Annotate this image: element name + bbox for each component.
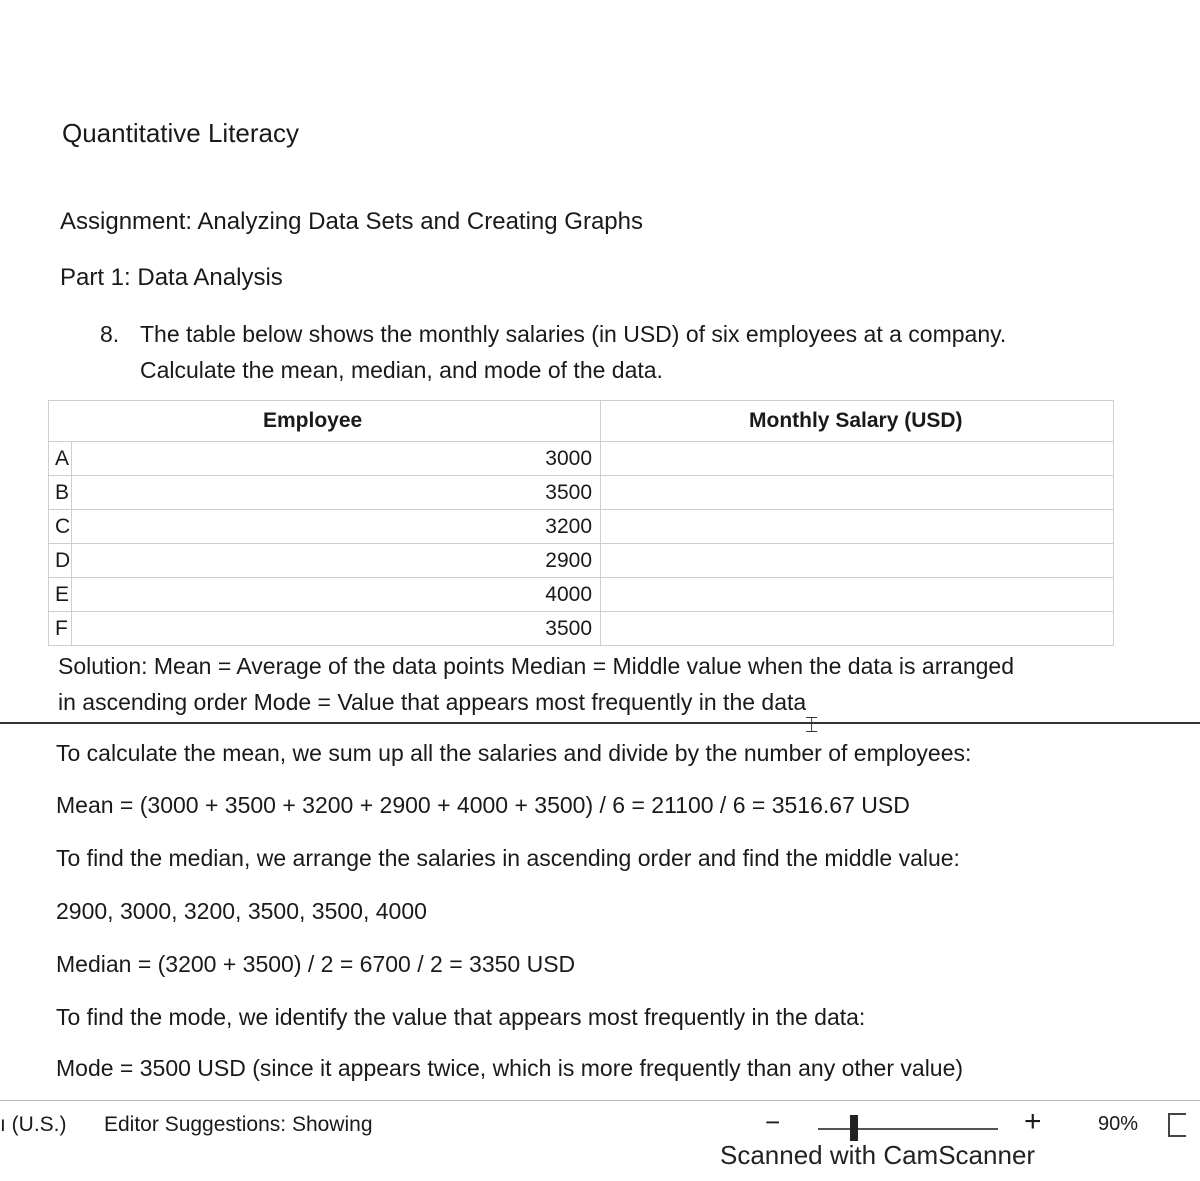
salary-cell: 3500: [72, 476, 601, 510]
salary-cell: 2900: [72, 544, 601, 578]
table-row: [49, 544, 1114, 578]
empty-cell: [601, 476, 1114, 510]
camscanner-watermark: Scanned with CamScanner: [720, 1140, 1036, 1170]
employee-cell: C: [49, 510, 72, 544]
median-intro: To find the median, we arrange the salaries in ascending order and find the middle value:: [56, 845, 960, 871]
salary-cell: 4000: [72, 578, 601, 612]
question-line-1: The table below shows the monthly salaries (in USD) of six employees at a company.: [140, 321, 1007, 347]
question-number: 8.: [100, 321, 120, 347]
mode-result: Mode = 3500 USD (since it appears twice, which is more frequently than any other value): [56, 1055, 964, 1081]
solution-line-1: Solution: Mean = Average of the data points Median = Middle value when the data is arranged: [58, 653, 1014, 679]
part-title: Part 1: Data Analysis: [60, 264, 283, 291]
course-title: Quantitative Literacy: [62, 118, 300, 148]
question-text: [140, 316, 1100, 388]
zoom-slider-thumb[interactable]: [850, 1115, 858, 1141]
zoom-in-button[interactable]: +: [1024, 1105, 1042, 1138]
empty-cell: [601, 578, 1114, 612]
salary-cell: 3000: [72, 442, 601, 476]
table-row: [49, 442, 1114, 476]
sorted-values: 2900, 3000, 3200, 3500, 3500, 4000: [56, 898, 427, 924]
solution-line-2: in ascending order Mode = Value that appears most frequently in the data: [58, 689, 807, 715]
table-row: [49, 510, 1114, 544]
table-row: [49, 612, 1114, 646]
employee-cell: A: [49, 442, 72, 476]
empty-cell: [601, 442, 1114, 476]
fit-page-icon[interactable]: [1168, 1113, 1186, 1137]
employee-cell: F: [49, 612, 72, 646]
table-header-row: [49, 401, 1114, 442]
empty-cell: [601, 510, 1114, 544]
mode-intro: To find the mode, we identify the value that appears most frequently in the data:: [56, 1004, 866, 1030]
mean-calculation: Mean = (3000 + 3500 + 3200 + 2900 + 4000 + 3500) / 6 = 21100 / 6 = 3516.67 USD: [56, 792, 910, 818]
table-row: [49, 578, 1114, 612]
solution-definitions: [58, 648, 1118, 720]
median-calculation: Median = (3200 + 3500) / 2 = 6700 / 2 = 3350 USD: [56, 951, 576, 977]
salary-cell: 3500: [72, 612, 601, 646]
employee-cell: E: [49, 578, 72, 612]
header-monthly-salary: Monthly Salary (USD): [601, 401, 1114, 442]
question-line-2: Calculate the mean, median, and mode of the data.: [140, 357, 663, 383]
mean-intro: To calculate the mean, we sum up all the salaries and divide by the number of employees:: [56, 740, 972, 766]
zoom-out-button[interactable]: −: [765, 1107, 781, 1137]
assignment-title: Assignment: Analyzing Data Sets and Creating Graphs: [60, 208, 643, 235]
empty-cell: [601, 612, 1114, 646]
section-divider: [0, 722, 1200, 724]
employee-cell: B: [49, 476, 72, 510]
text-cursor-icon: ⌶: [805, 712, 819, 737]
header-employee: Employee: [49, 401, 601, 442]
zoom-level[interactable]: 90%: [1098, 1113, 1139, 1135]
empty-cell: [601, 544, 1114, 578]
editor-suggestions-status[interactable]: Editor Suggestions: Showing: [104, 1113, 373, 1136]
employee-cell: D: [49, 544, 72, 578]
salary-table: [48, 400, 1114, 646]
table-row: [49, 476, 1114, 510]
language-indicator[interactable]: ı (U.S.): [0, 1113, 67, 1136]
salary-cell: 3200: [72, 510, 601, 544]
zoom-slider-track[interactable]: [818, 1128, 998, 1130]
